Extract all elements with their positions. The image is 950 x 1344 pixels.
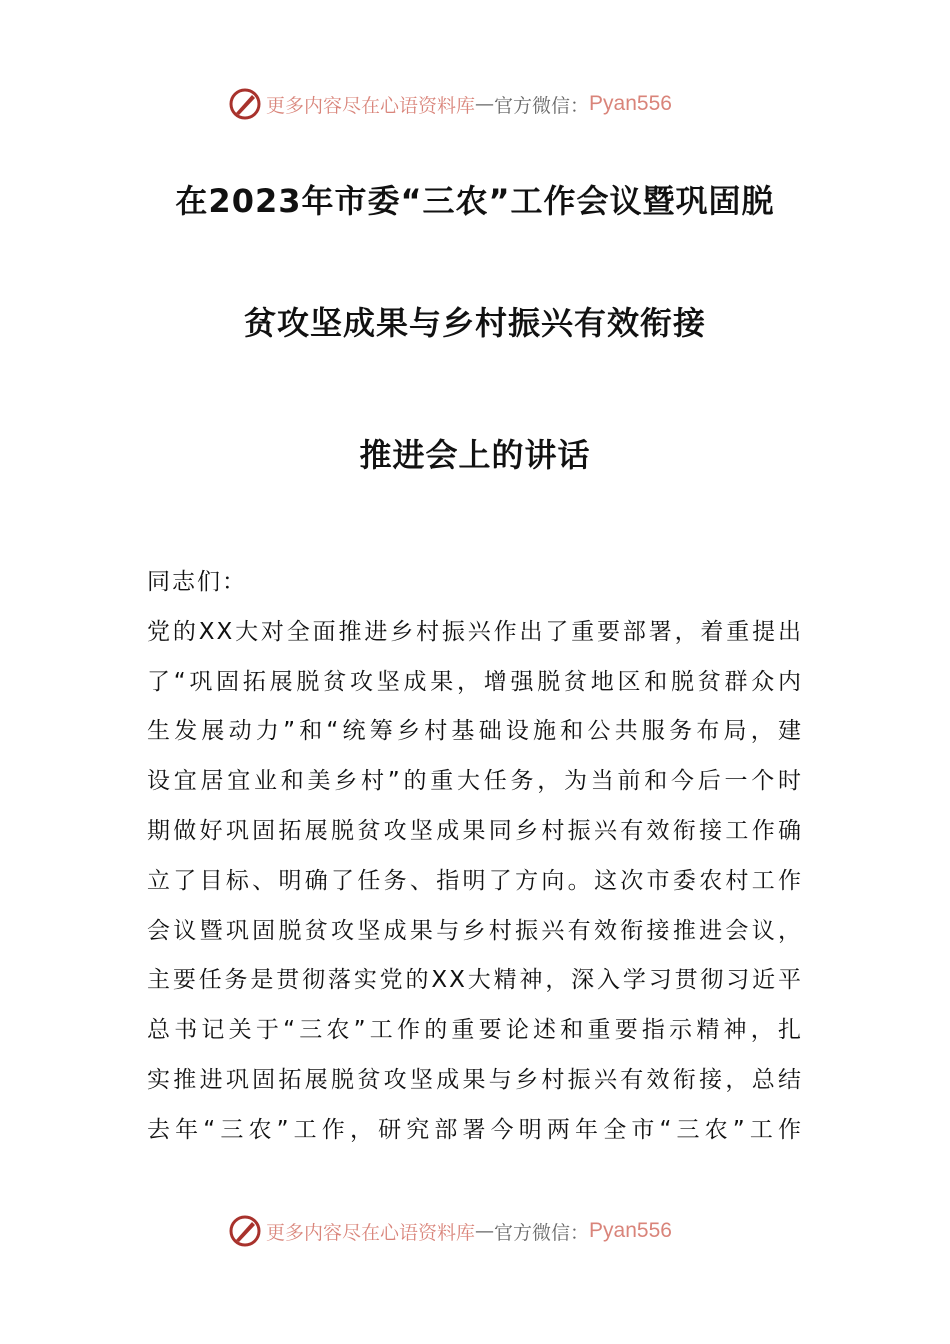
body-line: 党的XX大对全面推进乡村振兴作出了重要部署，着重提出: [147, 618, 803, 645]
salutation: 同志们：: [147, 569, 247, 595]
speech-body: [147, 562, 803, 1160]
body-line: 去年“三农”工作，研究部署今明两年全市“三农”工作: [147, 1116, 803, 1143]
body-line: 期做好巩固拓展脱贫攻坚成果同乡村振兴有效衔接工作确: [147, 817, 803, 844]
watermark-site: 更多内容尽在心语资料库: [266, 1221, 476, 1244]
pen-logo-icon: [228, 1214, 262, 1248]
watermark-official: 官方微信：: [494, 94, 590, 117]
watermark-id: Pyan556: [589, 92, 672, 115]
body-line: 实推进巩固拓展脱贫攻坚成果与乡村振兴有效衔接，总结: [147, 1066, 803, 1093]
body-line: 会议暨巩固脱贫攻坚成果与乡村振兴有效衔接推进会议，: [147, 917, 803, 944]
watermark-official: 官方微信：: [494, 1221, 590, 1244]
body-line: 生发展动力”和“统筹乡村基础设施和公共服务布局，建: [147, 718, 803, 745]
body-line: 主要任务是贯彻落实党的XX大精神，深入学习贯彻习近平: [147, 967, 803, 994]
watermark-id: Pyan556: [589, 1219, 672, 1242]
header-watermark: [228, 84, 672, 124]
title-line-2: 贫攻坚成果与乡村振兴有效衔接: [243, 304, 706, 342]
pen-logo-icon: [228, 87, 262, 121]
watermark-site: 更多内容尽在心语资料库: [266, 94, 476, 117]
footer-watermark: [228, 1211, 672, 1251]
watermark-dash: —: [475, 1220, 495, 1242]
body-line: 立了目标、明确了任务、指明了方向。这次市委农村工作: [147, 867, 803, 894]
watermark-dash: —: [475, 93, 495, 115]
body-line: 总书记关于“三农”工作的重要论述和重要指示精神，扎: [147, 1017, 803, 1044]
body-line: 设宜居宜业和美乡村”的重大任务，为当前和今后一个时: [147, 768, 803, 795]
title-line-3: 推进会上的讲话: [359, 436, 591, 474]
body-line: 了“巩固拓展脱贫攻坚成果，增强脱贫地区和脱贫群众内: [147, 668, 803, 695]
title-line-1: 在2023年市委“三农”工作会议暨巩固脱: [175, 182, 775, 220]
